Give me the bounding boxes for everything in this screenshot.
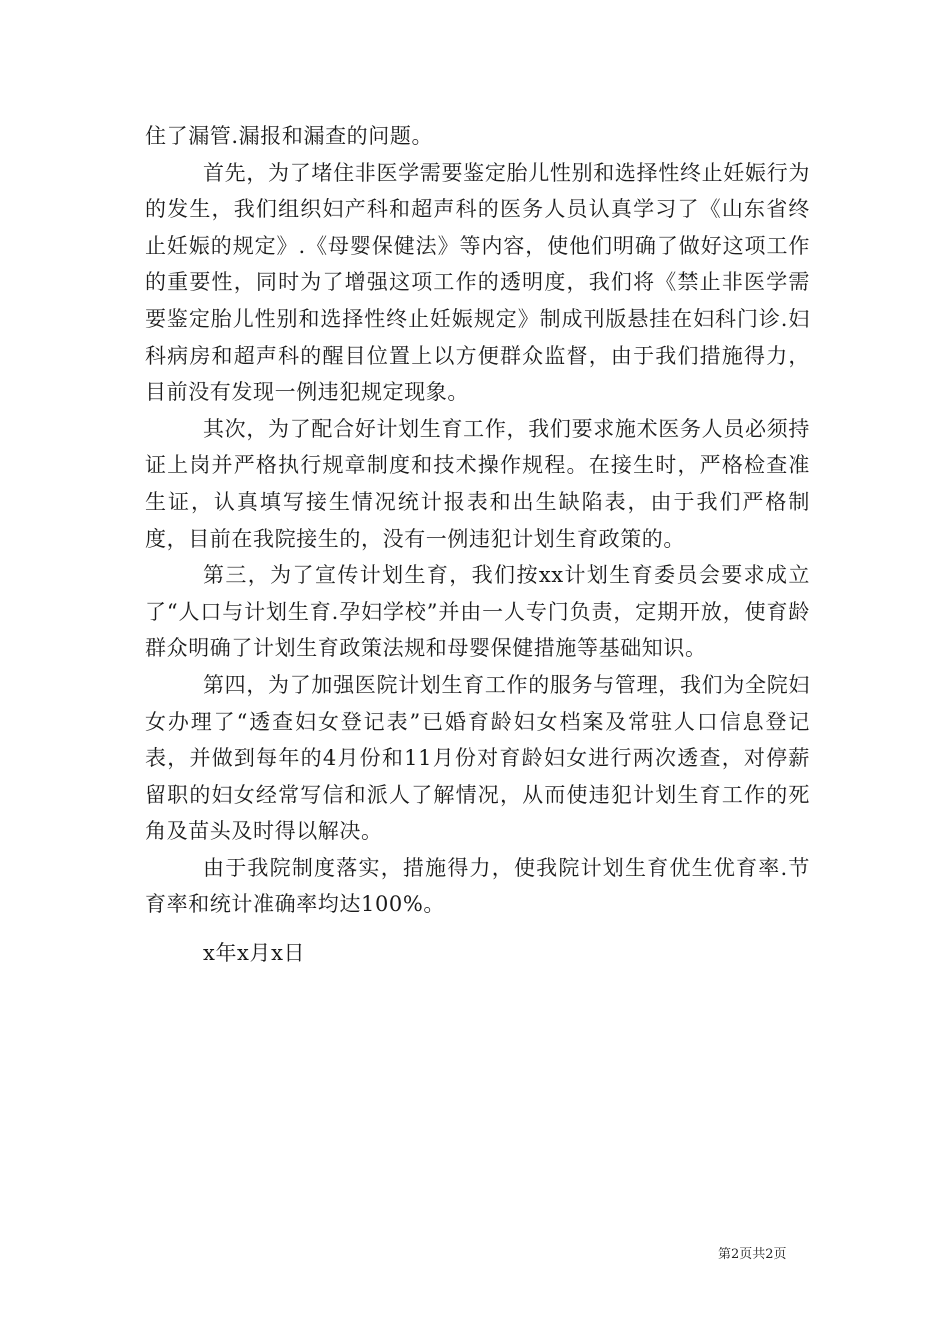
paragraph-first: 首先，为了堵住非医学需要鉴定胎儿性别和选择性终止妊娠行为的发生，我们组织妇产科和超声科的医务人员认真学习了《山东省终止妊娠的规定》.《母婴保健法》等内容，使他们明确了做好这项工作的重要性，同时为了增强这项工作的透明度，我们将《禁止非医学需要鉴定胎儿性别和选择性终止妊娠规定》制成刊版悬挂在妇科门诊.妇科病房和超声科的醒目位置上以方便群众监督，由于我们措施得力，目前没有发现一例违犯规定现象。 xyxy=(145,160,810,405)
page-number-footer: 第2页共2页 xyxy=(718,1247,787,1262)
document-body xyxy=(145,118,810,923)
paragraph-fourth: 第四，为了加强医院计划生育工作的服务与管理，我们为全院妇女办理了“透查妇女登记表”已婚育龄妇女档案及常驻人口信息登记表，并做到每年的4月份和11月份对育龄妇女进行两次透查，对停薪留职的妇女经常写信和派人了解情况，从而使违犯计划生育工作的死角及苗头及时得以解决。 xyxy=(145,672,810,844)
paragraph-second: 其次，为了配合好计划生育工作，我们要求施术医务人员必须持证上岗并严格执行规章制度和技术操作规程。在接生时，严格检查准生证，认真填写接生情况统计报表和出生缺陷表，由于我们严格制度，目前在我院接生的，没有一例违犯计划生育政策的。 xyxy=(145,416,810,551)
document-date: x年x月x日 xyxy=(203,941,306,965)
paragraph-third: 第三，为了宣传计划生育，我们按xx计划生育委员会要求成立了“人口与计划生育.孕妇学校”并由一人专门负责，定期开放，使育龄群众明确了计划生育政策法规和母婴保健措施等基础知识。 xyxy=(145,563,810,661)
paragraph-conclusion: 由于我院制度落实，措施得力，使我院计划生育优生优育率.节育率和统计准确率均达100%。 xyxy=(145,855,810,917)
paragraph-continuation: 住了漏管.漏报和漏查的问题。 xyxy=(145,124,434,148)
